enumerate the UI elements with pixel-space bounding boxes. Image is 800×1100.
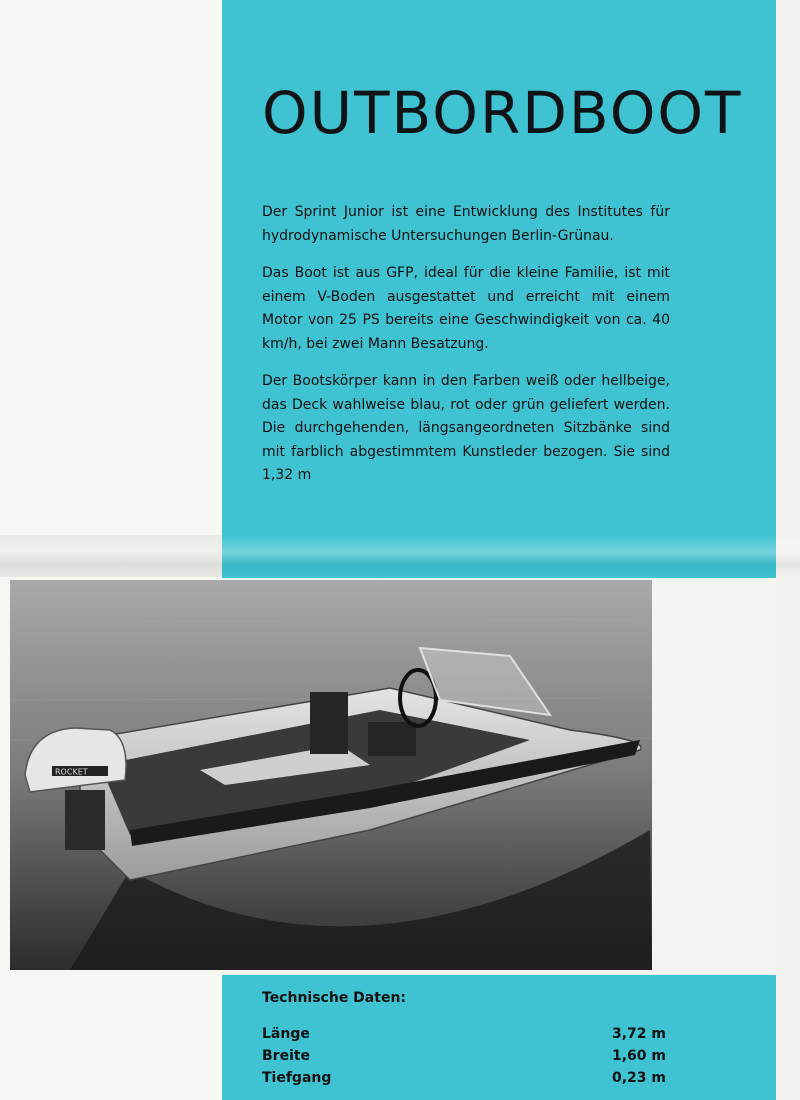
paragraph-colors: Der Bootskörper kann in den Farben weiß oder hellbeige, das Deck wahlweise blau, rot oder grün geliefert werden. Die durchgehenden, längsangeordneten Sitzbänke sind mit farblich abgestimmtem Kunstleder bezogen. Sie sind 1,32 m xyxy=(262,373,670,483)
description-text xyxy=(262,201,670,502)
paragraph-hull: Das Boot ist aus GFP, ideal für die kleine Familie, ist mit einem V-Boden ausgestattet und erreicht mit einem Motor von 25 PS bereits eine Geschwindigkeit von ca. 40 km/h, bei zwei Mann Besatzung. xyxy=(262,265,670,352)
spec-label: Breite xyxy=(262,1048,311,1064)
spec-label: Länge xyxy=(262,1026,310,1042)
spec-row-draft xyxy=(262,1070,666,1086)
motor-label: ROCKET xyxy=(55,767,88,777)
page-title: OUTBORDBOOT xyxy=(262,79,743,147)
spec-value: 1,60 m xyxy=(611,1048,666,1064)
paragraph-intro: Der Sprint Junior ist eine Entwicklung des Institutes für hydrodynamische Untersuchungen Berlin-Grünau. xyxy=(262,204,670,244)
spec-value: 3,72 m xyxy=(611,1026,666,1042)
spec-row-length xyxy=(262,1026,666,1042)
spec-label: Tiefgang xyxy=(262,1070,332,1086)
paper-fold-crease xyxy=(0,535,800,577)
spec-row-width xyxy=(262,1048,666,1064)
motor-leg xyxy=(65,790,105,850)
boat-photo xyxy=(10,580,652,970)
spec-value: 0,23 m xyxy=(611,1070,666,1086)
technical-data-heading: Technische Daten: xyxy=(262,990,407,1006)
boat-seat-back-2 xyxy=(368,722,416,756)
boat-seat-back xyxy=(310,692,348,754)
